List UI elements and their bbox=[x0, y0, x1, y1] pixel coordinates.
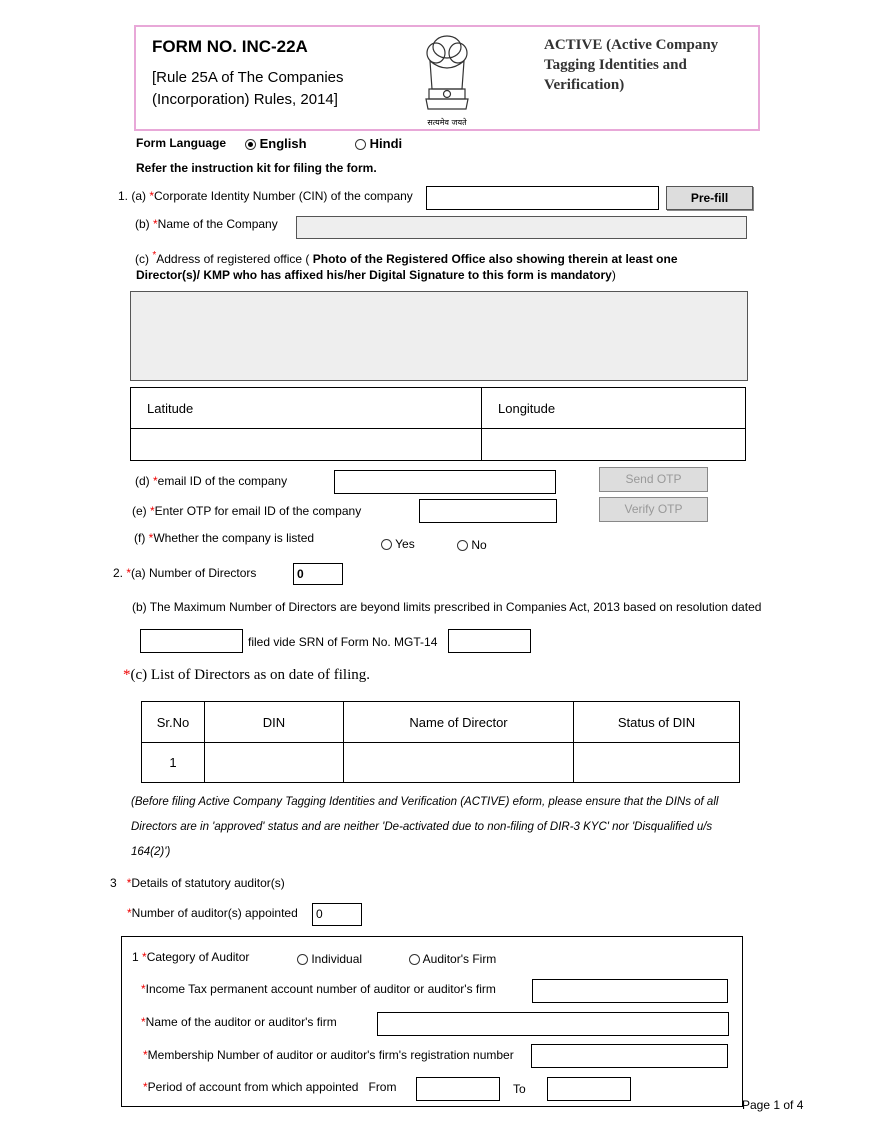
directors-list-label-text: (c) List of Directors as on date of filing. bbox=[130, 667, 371, 683]
listed-no-option[interactable] bbox=[457, 538, 487, 552]
prefill-button[interactable]: Pre-fill bbox=[666, 186, 753, 210]
auditor-item-no: 1 bbox=[132, 950, 139, 964]
period-from-label: From bbox=[368, 1080, 397, 1094]
required-marker: * bbox=[123, 667, 131, 683]
directors-table bbox=[141, 701, 740, 783]
directors-list-label bbox=[123, 667, 370, 684]
num-directors-label bbox=[113, 566, 256, 580]
auditor-details-box bbox=[121, 936, 743, 1107]
radio-hindi[interactable] bbox=[355, 139, 366, 150]
radio-listed-yes[interactable] bbox=[381, 539, 392, 550]
directors-table-header bbox=[142, 702, 740, 743]
required-marker: * bbox=[148, 531, 154, 545]
auditor-firm-label: Auditor's Firm bbox=[422, 952, 497, 966]
address-label-line2 bbox=[136, 268, 616, 282]
num-directors-input[interactable]: 0 bbox=[293, 563, 343, 585]
num-auditors-label-text: Number of auditor(s) appointed bbox=[131, 906, 298, 920]
lat-long-table bbox=[130, 387, 746, 461]
auditor-section-label-text: Details of statutory auditor(s) bbox=[131, 876, 285, 890]
auditor-pan-label bbox=[141, 982, 496, 996]
language-english-option[interactable] bbox=[245, 136, 307, 151]
company-name-label bbox=[135, 217, 278, 231]
company-name-field[interactable] bbox=[296, 216, 747, 239]
address-textarea[interactable] bbox=[130, 291, 748, 381]
cin-label-text: Corporate Identity Number (CIN) of the company bbox=[154, 189, 413, 203]
page-number: Page 1 of 4 bbox=[742, 1098, 804, 1112]
otp-input[interactable] bbox=[419, 499, 557, 523]
auditor-name-label bbox=[141, 1015, 337, 1029]
cin-input[interactable] bbox=[426, 186, 659, 210]
srn-label: filed vide SRN of Form No. MGT-14 bbox=[248, 635, 438, 649]
required-marker: * bbox=[142, 950, 147, 964]
period-to-input[interactable] bbox=[547, 1077, 631, 1101]
din-note-line2: Directors are in 'approved' status and are neither 'De-activated due to non-filing of DIR-3 KYC' nor 'Disqualified u/s bbox=[131, 821, 713, 833]
listed-label bbox=[134, 531, 314, 545]
col-header-din: DIN bbox=[205, 702, 344, 743]
form-language-label: Form Language bbox=[136, 136, 227, 150]
longitude-header bbox=[482, 388, 746, 429]
auditor-category-label bbox=[132, 950, 249, 964]
auditor-section-label bbox=[110, 876, 285, 890]
name-prefix: (b) bbox=[135, 217, 153, 231]
section3-prefix: 3 bbox=[110, 876, 117, 890]
form-header bbox=[134, 25, 760, 131]
num-auditors-label bbox=[127, 906, 298, 920]
email-label bbox=[135, 474, 287, 488]
section2-prefix: 2. bbox=[113, 566, 127, 580]
table-row bbox=[142, 743, 740, 783]
period-from-input[interactable] bbox=[416, 1077, 500, 1101]
auditor-name-input[interactable] bbox=[377, 1012, 729, 1036]
email-input[interactable] bbox=[334, 470, 556, 494]
listed-yes-option[interactable] bbox=[381, 537, 415, 551]
language-english-label: English bbox=[259, 136, 307, 151]
name-label-text: Name of the Company bbox=[157, 217, 278, 231]
auditor-membership-label-text: Membership Number of auditor or auditor's firm's registration number bbox=[147, 1048, 514, 1062]
form-title-line2: Tagging Identities and bbox=[544, 57, 687, 73]
required-marker: * bbox=[153, 474, 158, 488]
col-header-srno: Sr.No bbox=[142, 702, 205, 743]
otp-label-text: Enter OTP for email ID of the company bbox=[154, 504, 362, 518]
cin-label bbox=[118, 189, 413, 203]
cell-director-name[interactable] bbox=[344, 743, 574, 783]
required-marker: * bbox=[141, 1015, 146, 1029]
din-note bbox=[131, 790, 718, 865]
required-marker: * bbox=[126, 566, 132, 580]
latitude-label: Latitude bbox=[147, 400, 194, 416]
auditor-category-label-text: Category of Auditor bbox=[146, 950, 250, 964]
auditor-pan-input[interactable] bbox=[532, 979, 728, 1003]
individual-label: Individual bbox=[311, 952, 363, 966]
required-marker: * bbox=[143, 1080, 148, 1094]
required-marker: * bbox=[150, 504, 155, 518]
otp-label bbox=[132, 504, 361, 518]
address-photo-note: Photo of the Registered Office also showing therein at least one bbox=[312, 252, 678, 266]
radio-individual[interactable] bbox=[297, 954, 308, 965]
state-emblem-icon bbox=[416, 31, 478, 127]
din-note-line1: (Before filing Active Company Tagging Identities and Verification (ACTIVE) eform, please ensure that the DINs of all bbox=[131, 796, 719, 808]
max-directors-note: (b) The Maximum Number of Directors are beyond limits prescribed in Companies Act, 2013 based on resolution dated bbox=[132, 600, 762, 614]
auditor-membership-input[interactable] bbox=[531, 1044, 728, 1068]
address-label-text: Address of registered office ( bbox=[156, 252, 313, 266]
required-marker: * bbox=[152, 250, 157, 261]
auditor-membership-label bbox=[143, 1048, 514, 1062]
cin-prefix: 1. (a) bbox=[118, 189, 150, 203]
longitude-input[interactable] bbox=[482, 429, 746, 461]
latitude-header bbox=[131, 388, 482, 429]
radio-english[interactable] bbox=[245, 139, 256, 150]
period-to-label: To bbox=[513, 1082, 526, 1096]
language-hindi-option[interactable] bbox=[355, 136, 402, 151]
auditor-name-label-text: Name of the auditor or auditor's firm bbox=[145, 1015, 337, 1029]
form-title-line3: Verification) bbox=[544, 77, 625, 93]
listed-prefix: (f) bbox=[134, 531, 149, 545]
form-title bbox=[544, 35, 718, 95]
address-prefix: (c) bbox=[135, 252, 153, 266]
address-label bbox=[135, 244, 735, 271]
otp-prefix: (e) bbox=[132, 504, 150, 518]
address-signature-note: Director(s)/ KMP who has affixed his/her Digital Signature to this form is mandatory bbox=[136, 268, 612, 282]
din-note-line3: 164(2)') bbox=[131, 846, 171, 858]
email-label-text: email ID of the company bbox=[157, 474, 288, 488]
resolution-date-input[interactable] bbox=[140, 629, 243, 653]
radio-auditor-firm[interactable] bbox=[409, 954, 420, 965]
rule-reference-line1: [Rule 25A of The Companies bbox=[152, 69, 344, 86]
required-marker: * bbox=[143, 1048, 148, 1062]
language-hindi-label: Hindi bbox=[369, 136, 403, 151]
rule-reference-line2: (Incorporation) Rules, 2014] bbox=[152, 91, 338, 108]
auditor-period-label-text: Period of account from which appointed bbox=[147, 1080, 359, 1094]
email-prefix: (d) bbox=[135, 474, 153, 488]
col-header-director-name: Name of Director bbox=[344, 702, 574, 743]
num-auditors-input[interactable]: 0 bbox=[312, 903, 362, 926]
latitude-input[interactable] bbox=[131, 429, 482, 461]
emblem-caption: सत्यमेव जयते bbox=[427, 118, 467, 127]
auditor-firm-option[interactable] bbox=[409, 952, 496, 966]
instruction-text: Refer the instruction kit for filing the form. bbox=[136, 161, 377, 175]
required-marker: * bbox=[149, 189, 155, 203]
verify-otp-button[interactable]: Verify OTP bbox=[599, 497, 708, 522]
required-marker: * bbox=[153, 217, 158, 231]
form-title-line1: ACTIVE (Active Company bbox=[544, 37, 719, 53]
longitude-label: Longitude bbox=[498, 400, 556, 416]
auditor-pan-label-text: Income Tax permanent account number of auditor or auditor's firm bbox=[145, 982, 496, 996]
cell-srno: 1 bbox=[142, 743, 205, 783]
address-close: ) bbox=[611, 268, 616, 282]
listed-label-text: Whether the company is listed bbox=[153, 531, 315, 545]
num-directors-label-text: (a) Number of Directors bbox=[131, 566, 257, 580]
col-header-din-status: Status of DIN bbox=[574, 702, 740, 743]
required-marker: * bbox=[126, 876, 132, 890]
listed-yes-label: Yes bbox=[395, 537, 415, 551]
cell-din-status[interactable] bbox=[574, 743, 740, 783]
radio-listed-no[interactable] bbox=[457, 540, 468, 551]
required-marker: * bbox=[127, 906, 132, 920]
listed-no-label: No bbox=[471, 538, 487, 552]
send-otp-button[interactable]: Send OTP bbox=[599, 467, 708, 492]
form-number: FORM NO. INC-22A bbox=[152, 37, 308, 56]
auditor-individual-option[interactable] bbox=[297, 952, 362, 966]
srn-input[interactable] bbox=[448, 629, 531, 653]
auditor-period-label bbox=[143, 1080, 396, 1094]
cell-din[interactable] bbox=[205, 743, 344, 783]
required-marker: * bbox=[141, 982, 146, 996]
